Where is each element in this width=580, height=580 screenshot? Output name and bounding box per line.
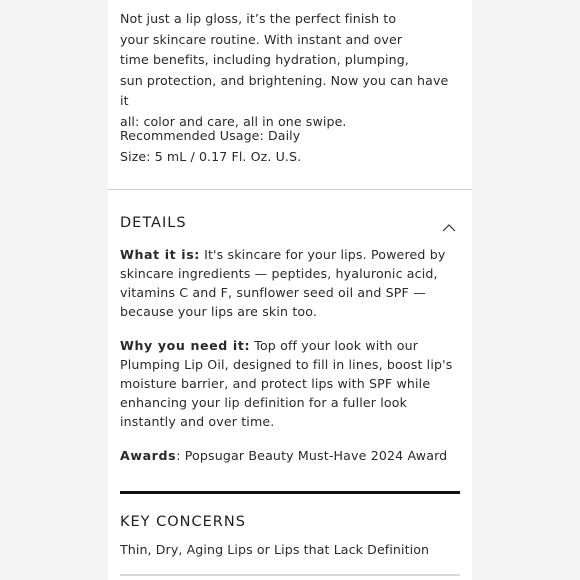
section-divider: [108, 189, 472, 190]
product-info-panel: [108, 0, 472, 580]
details-title: DETAILS: [120, 215, 187, 231]
section-divider: [120, 574, 460, 576]
description-line: your skincare routine. With instant and over: [120, 31, 403, 47]
description-line: sun protection, and brightening. Now you can have it: [120, 72, 449, 109]
why-you-need-it-paragraph: [120, 336, 460, 431]
product-size: Size: 5 mL / 0.17 Fl. Oz. U.S.: [120, 148, 302, 164]
key-concerns-title[interactable]: KEY CONCERNS: [120, 514, 246, 530]
description-line: Not just a lip gloss, it’s the perfect finish to: [120, 11, 397, 26]
why-you-need-it-label: Why you need it:: [120, 338, 251, 353]
awards-paragraph: [120, 446, 460, 465]
usage-info: [120, 126, 460, 167]
key-concerns-text: Thin, Dry, Aging Lips or Lips that Lack Definition: [120, 542, 430, 557]
what-it-is-text: It's skincare for your lips. Powered by skincare ingredients — peptides, hyaluronic acid, vitamins C and F, sunflower seed oil and SPF — because your lips are skin too.: [120, 247, 446, 319]
what-it-is-paragraph: [120, 245, 460, 321]
why-you-need-it-text: Top off your look with our Plumping Lip Oil, designed to fill in lines, boost lip's moisture barrier, and protect lips with SPF while enhancing your lip definition for a fuller look instantly and over time.: [120, 338, 453, 429]
recommended-usage: Recommended Usage: Daily: [120, 128, 301, 143]
chevron-up-icon[interactable]: [442, 218, 456, 228]
awards-label: Awards: [120, 448, 177, 463]
details-accordion-header[interactable]: [120, 212, 460, 236]
description-line: all: color and care, all in one swipe.: [120, 113, 347, 129]
awards-text: : Popsugar Beauty Must-Have 2024 Award: [176, 448, 448, 463]
what-it-is-label: What it is:: [120, 247, 200, 262]
section-divider-bold: [120, 491, 460, 494]
details-content: [120, 245, 460, 480]
description-line: time benefits, including hydration, plumping,: [120, 52, 409, 68]
product-description: [120, 9, 460, 133]
